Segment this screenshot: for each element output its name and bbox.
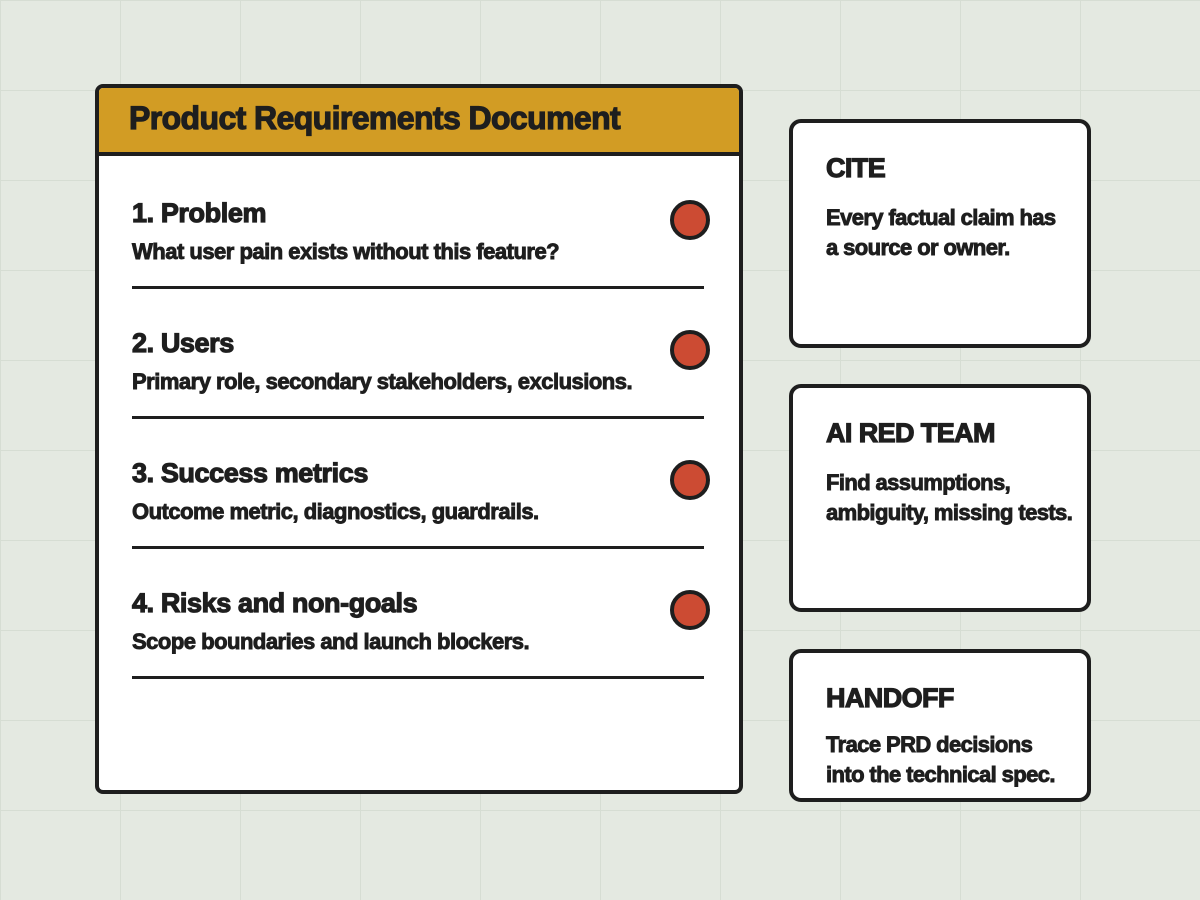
handoff-card bbox=[789, 649, 1091, 802]
section-description: Primary role, secondary stakeholders, exclusions. bbox=[132, 369, 633, 394]
card-body-line: into the technical spec. bbox=[826, 762, 1055, 787]
card-title: CITE bbox=[826, 153, 886, 183]
section-title: 4. Risks and non-goals bbox=[132, 588, 418, 618]
section-success-metrics bbox=[132, 460, 704, 590]
status-dot-icon bbox=[670, 200, 710, 240]
section-description: Outcome metric, diagnostics, guardrails. bbox=[132, 499, 539, 524]
section-divider bbox=[132, 286, 704, 289]
section-title: 2. Users bbox=[132, 328, 234, 358]
section-description: What user pain exists without this feature? bbox=[132, 239, 560, 264]
section-title: 3. Success metrics bbox=[132, 458, 368, 488]
card-title: AI RED TEAM bbox=[826, 418, 995, 448]
section-divider bbox=[132, 676, 704, 679]
status-dot-icon bbox=[670, 590, 710, 630]
card-body-line: ambiguity, missing tests. bbox=[826, 500, 1073, 525]
section-description: Scope boundaries and launch blockers. bbox=[132, 629, 530, 654]
card-body-line: a source or owner. bbox=[826, 235, 1010, 260]
card-body bbox=[826, 468, 1076, 528]
status-dot-icon bbox=[670, 330, 710, 370]
prd-document-header bbox=[99, 88, 739, 156]
section-title: 1. Problem bbox=[132, 198, 267, 228]
card-body bbox=[826, 730, 1076, 790]
card-body-line: Trace PRD decisions bbox=[826, 732, 1033, 757]
section-risks-non-goals bbox=[132, 590, 704, 720]
section-problem bbox=[132, 200, 704, 330]
section-divider bbox=[132, 416, 704, 419]
cite-card bbox=[789, 119, 1091, 348]
card-title: HANDOFF bbox=[826, 683, 954, 713]
prd-document-title: Product Requirements Document bbox=[129, 99, 621, 136]
card-body bbox=[826, 203, 1076, 263]
status-dot-icon bbox=[670, 460, 710, 500]
section-users bbox=[132, 330, 704, 460]
card-body-line: Find assumptions, bbox=[826, 470, 1011, 495]
card-body-line: Every factual claim has bbox=[826, 205, 1056, 230]
section-divider bbox=[132, 546, 704, 549]
ai-red-team-card bbox=[789, 384, 1091, 612]
prd-document-card bbox=[95, 84, 743, 794]
